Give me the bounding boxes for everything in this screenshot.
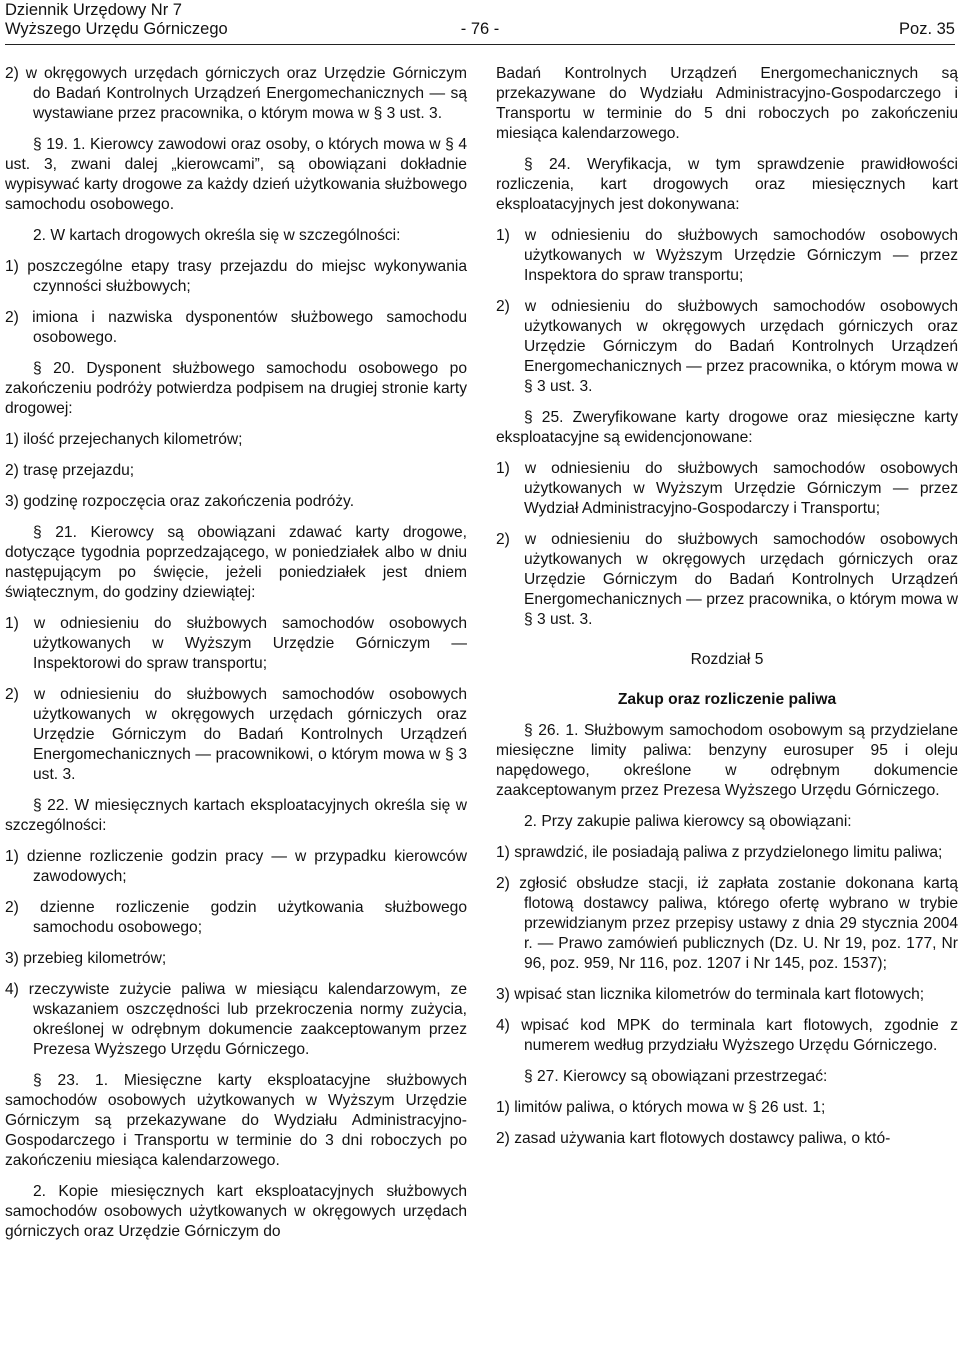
list-item: 1) w odniesieniu do służbowych samochodów osobowych użytkowanych w Wyższym Urzędzie Górniczym — Inspektorowi do spraw transportu;	[5, 615, 467, 672]
list-item: 2) dzienne rozliczenie godzin użytkowania służbowego samochodu osobowego;	[5, 899, 467, 936]
list-item: 1) poszczególne etapy trasy przejazdu do miejsc wykonywania czynności służbowych;	[5, 258, 467, 295]
section-19-1: § 19. 1. Kierowcy zawodowi oraz osoby, o których mowa w § 4 ust. 3, zwani dalej „kierowcami”, są obowiązani dokładnie wypisywać karty drogowe za każdy dzień użytkowania służbowego samochodu osobowego.	[5, 136, 467, 213]
paragraph-continuation: Badań Kontrolnych Urządzeń Energomechanicznych są przekazywane do Wydziału Administracyjno-Gospodarczego i Transportu w terminie do 5 dni roboczych po zakończeniu miesiąca kalendarzowego.	[496, 65, 958, 142]
list-item: 3) godzinę rozpoczęcia oraz zakończenia podróży.	[5, 493, 355, 510]
page-header	[5, 0, 955, 44]
list-item: 4) wpisać kod MPK do terminala kart flotowych, zgodnie z numerem według przydziału Wyższego Urzędu Górniczego.	[496, 1017, 958, 1054]
list-item: 2) w odniesieniu do służbowych samochodów osobowych użytkowanych w okręgowych urzędach górniczych oraz Urzędzie Górniczym do Badań Kontrolnych Urządzeń Energomechanicznych — pracownikowi, o którym mowa w § 3 ust. 3.	[5, 686, 467, 783]
section-24: § 24. Weryfikacja, w tym sprawdzenie prawidłowości rozliczenia, kart drogowych oraz miesięcznych kart eksploatacyjnych jest dokonywana:	[496, 156, 958, 213]
list-item: 3) przebieg kilometrów;	[5, 950, 167, 967]
position-number: Poz. 35	[899, 20, 955, 38]
list-item: 1) limitów paliwa, o których mowa w § 26 ust. 1;	[496, 1099, 826, 1116]
section-19-2: 2. W kartach drogowych określa się w szczególności:	[33, 227, 401, 244]
list-item: 4) rzeczywiste zużycie paliwa w miesiącu kalendarzowym, ze wskazaniem oszczędności lub przekroczenia normy zużycia, określonej w odrębnym dokumencie zaakceptowanym przez Prezesa Wyższego Urzędu Górniczego.	[5, 981, 467, 1058]
right-column	[496, 64, 958, 1160]
journal-publisher: Wyższego Urzędu Górniczego	[5, 20, 228, 38]
left-column	[5, 64, 467, 1253]
list-item: 3) wpisać stan licznika kilometrów do terminala kart flotowych;	[496, 986, 925, 1003]
list-item: 1) ilość przejechanych kilometrów;	[5, 431, 243, 448]
section-27: § 27. Kierowcy są obowiązani przestrzegać:	[524, 1068, 828, 1085]
list-item: 2) zasad używania kart flotowych dostawcy paliwa, o któ-	[496, 1130, 891, 1147]
section-21: § 21. Kierowcy są obowiązani zdawać karty drogowe, dotyczące tygodnia poprzedzającego, w poniedziałek albo w dniu następującym po święcie, jeżeli poniedziałek jest dniem świątecznym, do godziny dziewiątej:	[5, 524, 467, 601]
section-26-2: 2. Przy zakupie paliwa kierowcy są obowiązani:	[524, 813, 852, 830]
section-20: § 20. Dysponent służbowego samochodu osobowego po zakończeniu podróży potwierdza podpisem na drugiej stronie karty drogowej:	[5, 360, 467, 417]
list-item: 2) w odniesieniu do służbowych samochodów osobowych użytkowanych w okręgowych urzędach górniczych oraz Urzędzie Górniczym do Badań Kontrolnych Urządzeń Energomechanicznych — przez pracownika, o którym mowa w § 3 ust. 3.	[496, 531, 958, 628]
header-rule	[5, 44, 955, 45]
list-item: 1) sprawdzić, ile posiadają paliwa z przydzielonego limitu paliwa;	[496, 844, 943, 861]
paragraph: 2) w okręgowych urzędach górniczych oraz Urzędzie Górniczym do Badań Kontrolnych Urządzeń Energomechanicznych — są wystawiane przez pracownika, o którym mowa w § 3 ust. 3.	[5, 65, 467, 122]
chapter-number: Rozdział 5	[690, 651, 764, 668]
list-item: 2) imiona i nazwiska dysponentów służbowego samochodu osobowego.	[5, 309, 467, 346]
list-item: 2) zgłosić obsłudze stacji, iż zapłata zostanie dokonana kartą flotową dostawcy paliwa, którego ofertę wybrano w trybie przewidzianym przez przepisy ustawy z dnia 29 stycznia 2004 r. — Prawo zamówień publicznych (Dz. U. Nr 19, poz. 177, Nr 96, poz. 959, Nr 116, poz. 1207 i Nr 145, poz. 1537);	[496, 875, 958, 972]
section-23-1: § 23. 1. Miesięczne karty eksploatacyjne służbowych samochodów osobowych użytkowanych w Wyższym Urzędzie Górniczym są przekazywane do Wydziału Administracyjno-Gospodarczego i Transportu w terminie do 3 dni roboczych po zakończeniu miesiąca kalendarzowego.	[5, 1072, 467, 1169]
list-item: 2) trasę przejazdu;	[5, 462, 135, 479]
list-item: 2) w odniesieniu do służbowych samochodów osobowych użytkowanych w okręgowych urzędach górniczych oraz Urzędzie Górniczym do Badań Kontrolnych Urządzeń Energomechanicznych — przez pracownika, o którym mowa w § 3 ust. 3.	[496, 298, 958, 395]
section-22: § 22. W miesięcznych kartach eksploatacyjnych określa się w szczególności:	[5, 797, 467, 834]
page-number: - 76 -	[460, 20, 500, 38]
section-23-2: 2. Kopie miesięcznych kart eksploatacyjnych służbowych samochodów osobowych użytkowanych w okręgowych urzędach górniczych oraz Urzędzie Górniczym do	[5, 1183, 467, 1240]
list-item: 1) w odniesieniu do służbowych samochodów osobowych użytkowanych w Wyższym Urzędzie Górniczym — przez Wydział Administracyjno-Gospodarczy i Transportu;	[496, 460, 958, 517]
list-item: 1) dzienne rozliczenie godzin pracy — w przypadku kierowców zawodowych;	[5, 848, 467, 885]
section-25: § 25. Zweryfikowane karty drogowe oraz miesięczne karty eksploatacyjne są ewidencjonowane:	[496, 409, 958, 446]
list-item: 1) w odniesieniu do służbowych samochodów osobowych użytkowanych w Wyższym Urzędzie Górniczym — przez Inspektora do spraw transportu;	[496, 227, 958, 284]
section-26-1: § 26. 1. Służbowym samochodom osobowym są przydzielane miesięczne limity paliwa: benzyny eurosuper 95 i oleju napędowego, określone w odrębnym dokumencie zaakceptowanym przez Prezesa Wyższego Urzędu Górniczego.	[496, 722, 958, 799]
chapter-title: Zakup oraz rozliczenie paliwa	[617, 691, 837, 708]
journal-title: Dziennik Urzędowy Nr 7	[5, 1, 182, 19]
